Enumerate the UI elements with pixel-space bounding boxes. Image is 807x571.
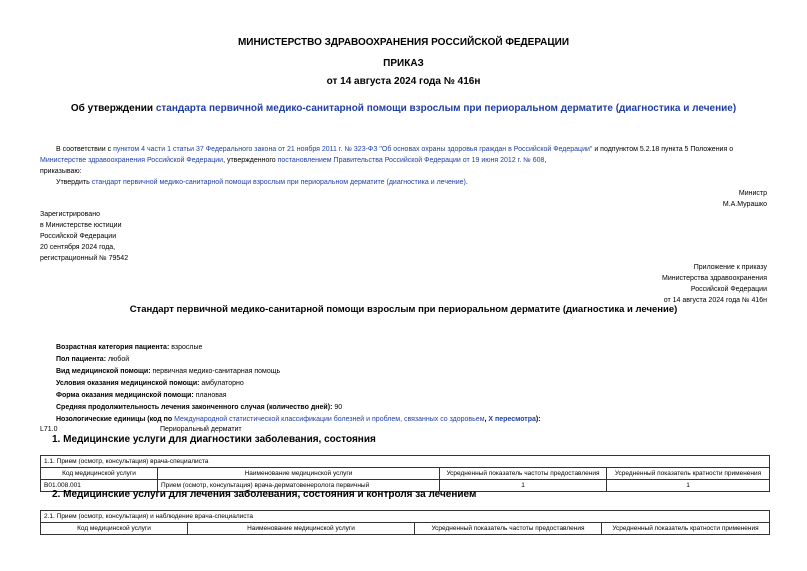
field-form: Форма оказания медицинской помощи: плановая: [56, 392, 227, 399]
registration-line: в Министерстве юстиции: [40, 222, 122, 229]
table-header: Усредненный показатель частоты предоставления: [415, 523, 602, 535]
section2-table: [40, 510, 770, 535]
preamble-text: , утвержденного: [223, 157, 278, 164]
icd-revision-link[interactable]: X пересмотра: [488, 416, 536, 423]
appendix-line: от 14 августа 2024 года № 416н: [663, 297, 767, 304]
table-cell: 1: [440, 480, 607, 492]
registration-line: 20 сентября 2024 года,: [40, 244, 116, 251]
field-duration: Средняя продолжительность лечения законченного случая (количество дней): 90: [56, 404, 343, 411]
appendix-line: Российской Федерации: [690, 286, 767, 293]
preamble-paragraph: [40, 144, 770, 166]
field-age: Возрастная категория пациента: взрослые: [56, 344, 203, 351]
table-header: Усредненный показатель кратности применения: [607, 468, 770, 480]
icd-code: L71.0: [40, 426, 58, 433]
law-link[interactable]: пунктом 4 части 1 статьи 37 Федерального закона от 21 ноября 2011 г. № 323-ФЗ "Об основах охраны здоровья граждан в Российской Федерации": [113, 146, 593, 153]
appendix-block: [662, 262, 767, 306]
table-header: Наименование медицинской услуги: [188, 523, 415, 535]
title-link[interactable]: стандарта первичной медико-санитарной помощи взрослым при периоральном дерматите (диагностика и лечение): [155, 103, 737, 114]
doc-type: ПРИКАЗ: [383, 58, 424, 69]
field-nosology: Нозологические единицы (код по Международной статистической классификации болезней и проблем, связанных со здоровьем, X пересмотра):: [56, 416, 541, 423]
section1-caption: 1.1. Прием (осмотр, консультация) врача-специалиста: [41, 456, 770, 468]
government-decree-link[interactable]: постановлением Правительства Российской Федерации от 19 июня 2012 г. № 608: [277, 157, 545, 164]
table-cell: B01.008.001: [41, 480, 158, 492]
field-conditions: Условия оказания медицинской помощи: амбулаторно: [56, 380, 244, 387]
table-header: Усредненный показатель кратности применения: [602, 523, 770, 535]
table-header: Код медицинской услуги: [41, 523, 188, 535]
standard-fields: [56, 342, 776, 426]
icd-link[interactable]: Международной статистической классификации болезней и проблем, связанных со здоровьем: [174, 416, 485, 423]
registration-line: регистрационный № 79542: [40, 255, 129, 262]
ministry-regulation-link[interactable]: Министерстве здравоохранения Российской Федерации: [40, 157, 224, 164]
order-title: [0, 103, 807, 114]
table-header: Усредненный показатель частоты предоставления: [440, 468, 607, 480]
appendix-line: Министерства здравоохранения: [662, 275, 767, 282]
section1-table: [40, 455, 770, 492]
order-date-number: от 14 августа 2024 года № 416н: [326, 76, 481, 87]
standard-title: Стандарт первичной медико-санитарной помощи взрослым при периоральном дерматите (диагностика и лечение): [129, 304, 678, 315]
field-sex: Пол пациента: любой: [56, 356, 130, 363]
appendix-line: Приложение к приказу: [693, 264, 767, 271]
order-word: приказываю:: [40, 168, 82, 175]
standard-link[interactable]: стандарт первичной медико-санитарной помощи взрослым при периоральном дерматите (диагностика и лечение): [91, 179, 466, 186]
field-care-type: Вид медицинской помощи: первичная медико-санитарная помощь: [56, 368, 281, 375]
section2-caption: 2.1. Прием (осмотр, консультация) и наблюдение врача-специалиста: [41, 511, 770, 523]
ministry-heading: МИНИСТЕРСТВО ЗДРАВООХРАНЕНИЯ РОССИЙСКОЙ ФЕДЕРАЦИИ: [237, 37, 570, 48]
preamble-text: В соответствии с: [56, 146, 114, 153]
title-prefix: Об утверждении: [70, 103, 156, 114]
registration-line: Российской Федерации: [40, 233, 117, 240]
signature-name: М.А.Мурашко: [722, 201, 767, 208]
approve-line: [56, 177, 468, 188]
table-cell: Прием (осмотр, консультация) врача-дерматовенеролога первичный: [158, 480, 440, 492]
section2-title: 2. Медицинские услуги для лечения заболевания, состояния и контроля за лечением: [52, 489, 477, 500]
approve-text: Утвердить: [56, 179, 92, 186]
registration-block: [40, 209, 128, 264]
table-header: Наименование медицинской услуги: [158, 468, 440, 480]
preamble-text: и подпунктом 5.2.18 пункта 5 Положения о: [592, 146, 734, 153]
preamble-text: ,: [544, 157, 547, 164]
table-header: Код медицинской услуги: [41, 468, 158, 480]
section1-title: 1. Медицинские услуги для диагностики заболевания, состояния: [52, 434, 376, 445]
icd-name: Периоральный дерматит: [160, 426, 242, 433]
table-cell: 1: [607, 480, 770, 492]
registration-line: Зарегистрировано: [40, 211, 100, 218]
approve-text: .: [465, 179, 468, 186]
signature-position: Министр: [738, 190, 767, 197]
